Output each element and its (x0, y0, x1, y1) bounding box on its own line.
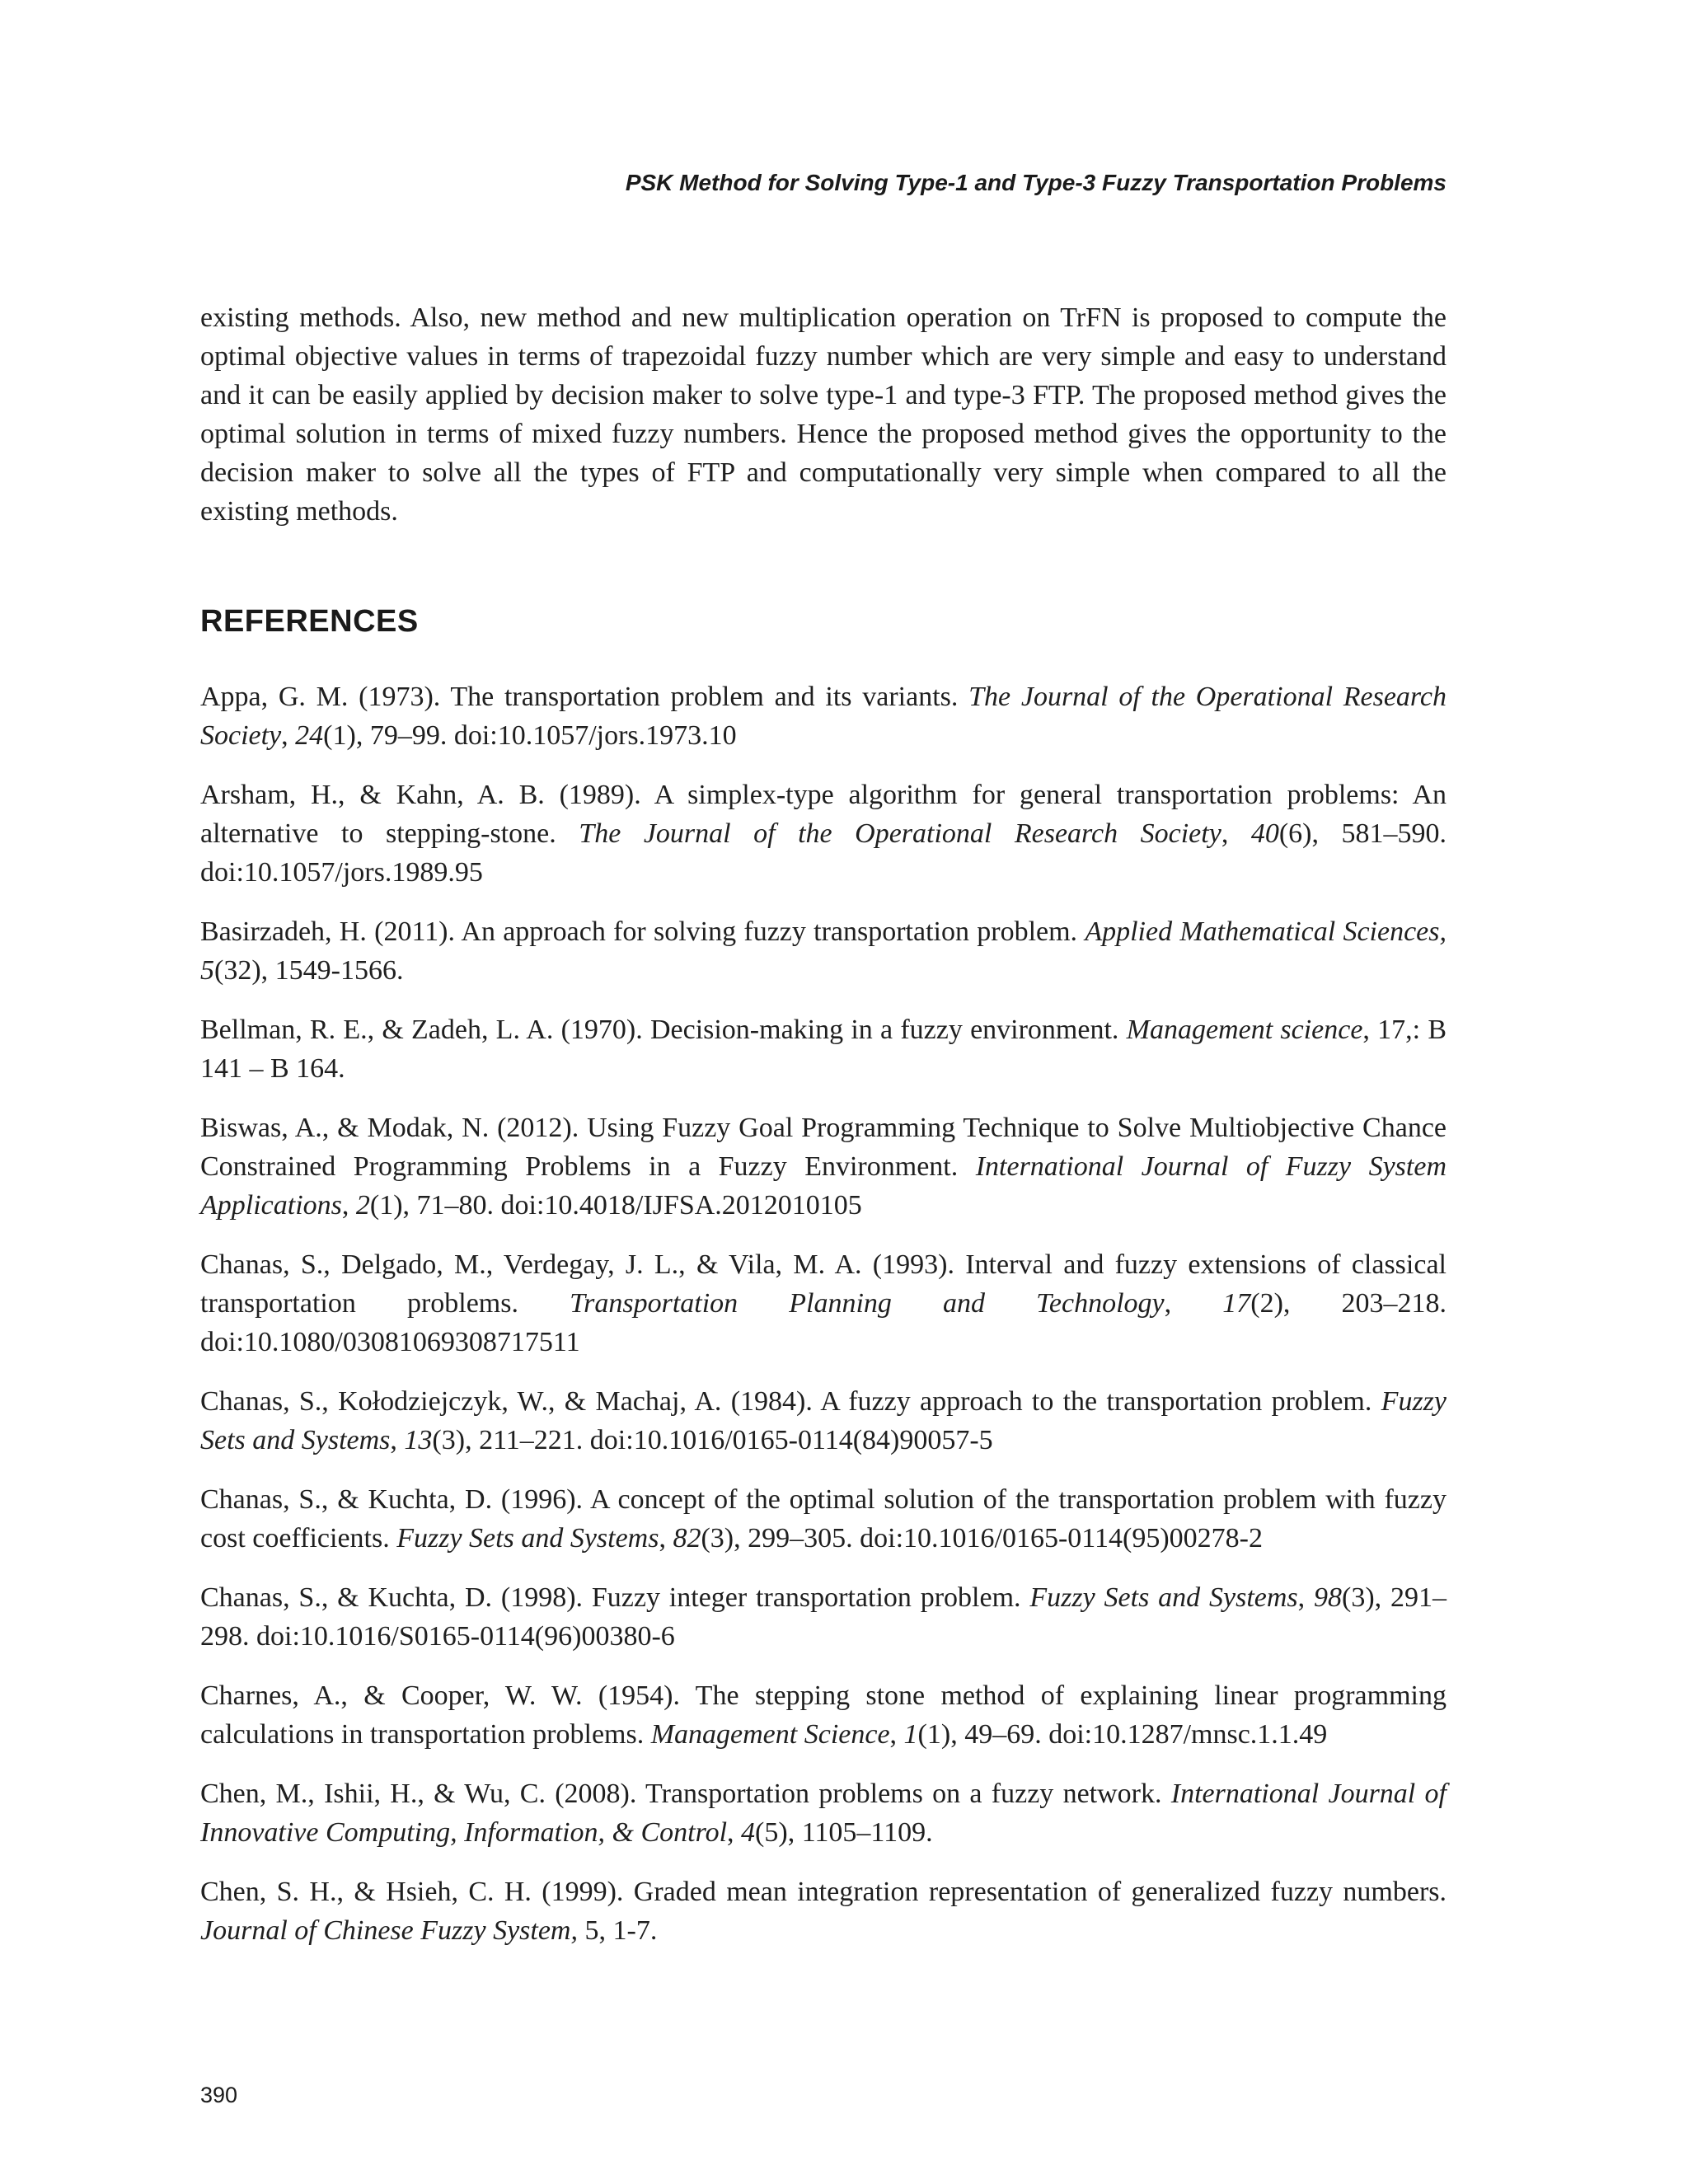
reference-authors-title: Chanas, S., Delgado, M., Verdegay, J. L., & Vila, M. A. (1993). Interval and fuzzy extensions of classical transportation problems. (200, 1249, 1447, 1319)
reference-authors-title: Biswas, A., & Modak, N. (2012). Using Fuzzy Goal Programming Technique to Solve Multiobjective Chance Constrained Programming Problems in a Fuzzy Environment. (200, 1113, 1447, 1182)
reference-details: (1), 49–69. doi:10.1287/mnsc.1.1.49 (917, 1719, 1328, 1750)
reference-authors-title: Appa, G. M. (1973). The transportation problem and its variants. (200, 682, 969, 712)
reference-journal: The Journal of the Operational Research Society (200, 682, 1447, 751)
reference-journal: Transportation Planning and Technology (570, 1288, 1165, 1319)
reference-item (200, 1480, 1447, 1558)
reference-journal: Applied Mathematical Sciences, (1085, 916, 1447, 947)
reference-volume: 13 (404, 1425, 433, 1455)
reference-volume: 17 (1222, 1288, 1251, 1319)
reference-authors-title: Chen, S. H., & Hsieh, C. H. (1999). Graded mean integration representation of generalized fuzzy numbers. (200, 1877, 1447, 1907)
reference-separator: 5, 1-7. (578, 1915, 658, 1946)
reference-details: (6), 581–590. doi:10.1057/jors.1989.95 (200, 818, 1447, 888)
reference-journal: Fuzzy Sets and Systems (1029, 1582, 1298, 1613)
reference-item (200, 1578, 1447, 1656)
reference-separator: , (1221, 818, 1251, 849)
reference-details: (32), 1549-1566. (214, 955, 404, 986)
reference-authors-title: Chanas, S., Kołodziejczyk, W., & Machaj, A. (1984). A fuzzy approach to the transportation problem. (200, 1386, 1381, 1417)
reference-volume: 4 (741, 1817, 756, 1848)
reference-separator: , (1164, 1288, 1223, 1319)
reference-separator: , (727, 1817, 742, 1848)
page-number: 390 (200, 2083, 238, 2107)
reference-volume: 1 (903, 1719, 918, 1750)
reference-journal: Fuzzy Sets and Systems (200, 1386, 1447, 1455)
running-header: PSK Method for Solving Type-1 and Type-3 Fuzzy Transportation Problems (625, 170, 1447, 195)
reference-volume: 2 (355, 1190, 370, 1221)
reference-journal: The Journal of the Operational Research Society (579, 818, 1221, 849)
reference-separator: , (1297, 1582, 1314, 1613)
reference-authors-title: Bellman, R. E., & Zadeh, L. A. (1970). Decision-making in a fuzzy environment. (200, 1015, 1127, 1045)
reference-separator: , (659, 1523, 673, 1554)
reference-authors-title: Chanas, S., & Kuchta, D. (1998). Fuzzy integer transportation problem. (200, 1582, 1030, 1613)
reference-journal: Management Science (650, 1719, 890, 1750)
reference-separator: , (341, 1190, 356, 1221)
reference-separator: , (281, 720, 296, 751)
reference-journal: International Journal of Innovative Computing, Information, & Control (200, 1779, 1447, 1848)
references-heading: REFERENCES (200, 604, 419, 639)
reference-authors-title: Arsham, H., & Kahn, A. B. (1989). A simplex-type algorithm for general transportation problems: An alternative to stepping-stone. (200, 780, 1447, 849)
reference-journal: Management science (1126, 1015, 1363, 1045)
reference-journal: Journal of Chinese Fuzzy System, (200, 1915, 578, 1946)
reference-details: (5), 1105–1109. (755, 1817, 933, 1848)
reference-authors-title: Charnes, A., & Cooper, W. W. (1954). The stepping stone method of explaining linear programming calculations in transportation problems. (200, 1680, 1447, 1750)
reference-separator: , (889, 1719, 904, 1750)
reference-details: (3), 299–305. doi:10.1016/0165-0114(95)00278-2 (701, 1523, 1263, 1554)
reference-list (200, 677, 1447, 1971)
reference-authors-title: Chanas, S., & Kuchta, D. (1996). A concept of the optimal solution of the transportation problem with fuzzy cost coefficients. (200, 1484, 1447, 1554)
reference-details: (3), 291–298. doi:10.1016/S0165-0114(96)00380-6 (200, 1582, 1447, 1652)
reference-volume: 98 (1314, 1582, 1342, 1613)
reference-item (200, 1872, 1447, 1950)
reference-authors-title: Chen, M., Ishii, H., & Wu, C. (2008). Transportation problems on a fuzzy network. (200, 1779, 1171, 1809)
reference-volume: 40 (1250, 818, 1279, 849)
reference-item (200, 1108, 1447, 1225)
reference-item (200, 912, 1447, 990)
reference-item (200, 677, 1447, 755)
reference-volume: 5 (200, 955, 214, 986)
reference-volume: 24 (295, 720, 324, 751)
reference-journal: International Journal of Fuzzy System Applications (200, 1151, 1447, 1221)
reference-details: (1), 79–99. doi:10.1057/jors.1973.10 (323, 720, 737, 751)
reference-volume: 82 (673, 1523, 701, 1554)
reference-item (200, 776, 1447, 892)
reference-details: (3), 211–221. doi:10.1016/0165-0114(84)90057-5 (432, 1425, 993, 1455)
reference-details: (2), 203–218. doi:10.1080/03081069308717511 (200, 1288, 1447, 1357)
reference-item (200, 1245, 1447, 1361)
reference-item (200, 1382, 1447, 1460)
reference-journal: Fuzzy Sets and Systems (396, 1523, 659, 1554)
reference-separator: , 17,: B 141 – B 164. (200, 1015, 1447, 1084)
reference-item (200, 1774, 1447, 1852)
reference-separator: , (390, 1425, 405, 1455)
body-paragraph: existing methods. Also, new method and new multiplication operation on TrFN is proposed to compute the optimal objective values in terms of trapezoidal fuzzy number which are very simple and easy to understand and it can be easily applied by decision maker to solve type-1 and type-3 FTP. The proposed method gives the optimal solution in terms of mixed fuzzy numbers. Hence the proposed method gives the opportunity to the decision maker to solve all the types of FTP and computationally very simple when compared to all the existing methods. (200, 302, 1447, 527)
reference-authors-title: Basirzadeh, H. (2011). An approach for solving fuzzy transportation problem. (200, 916, 1085, 947)
reference-item (200, 1676, 1447, 1754)
reference-details: (1), 71–80. doi:10.4018/IJFSA.2012010105 (369, 1190, 862, 1221)
reference-item (200, 1010, 1447, 1088)
